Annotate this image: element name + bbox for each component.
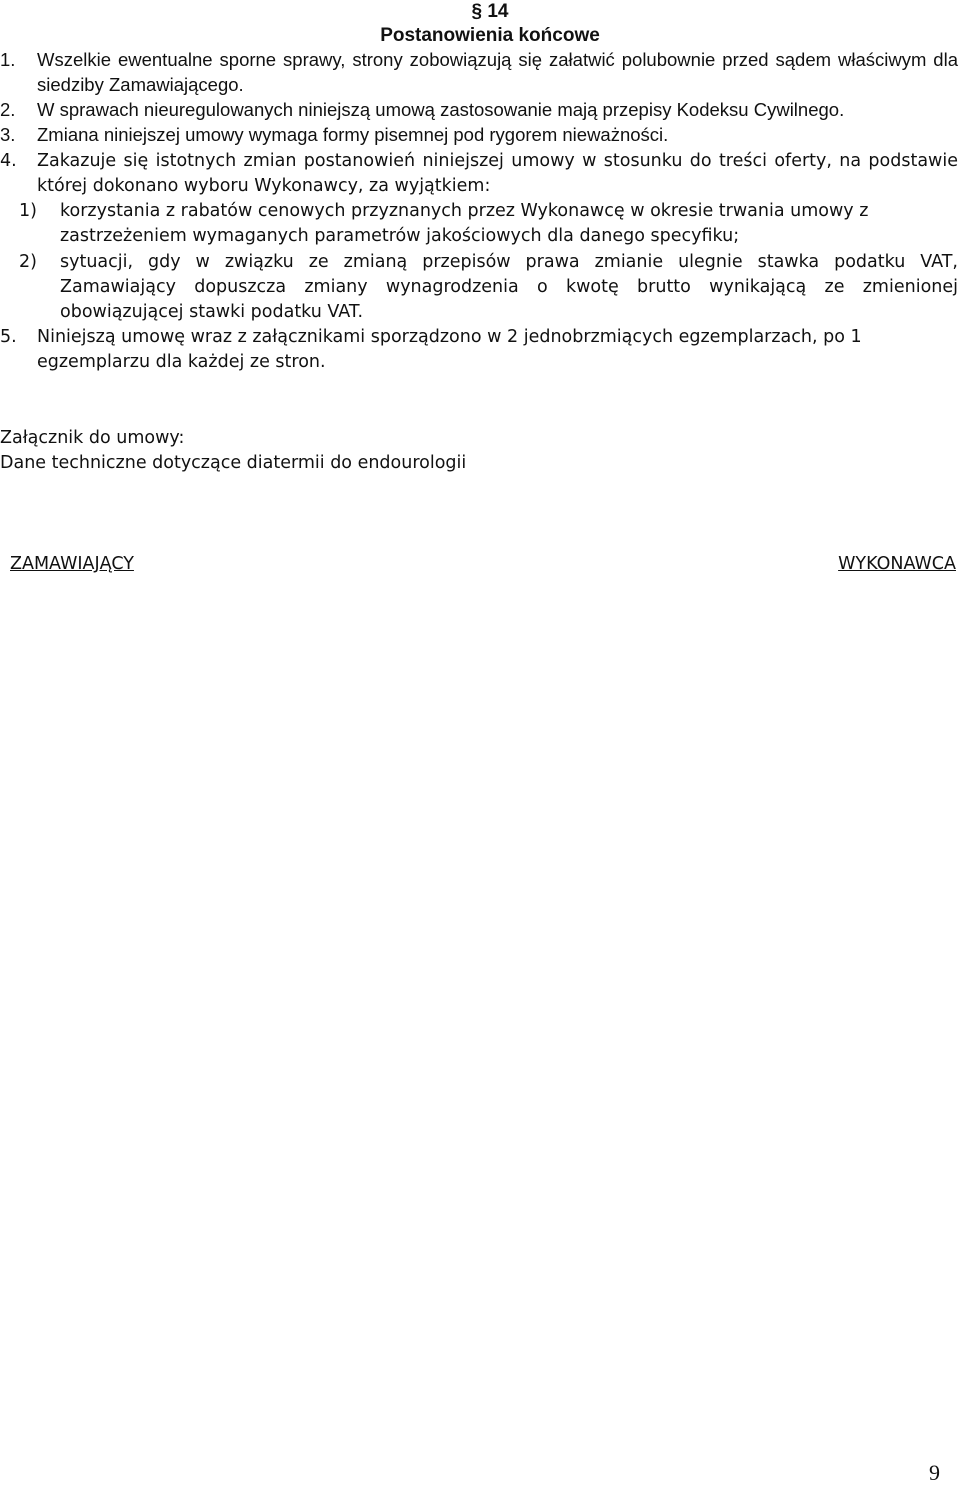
- signature-contractor: WYKONAWCA: [838, 554, 956, 574]
- subclause-number: 1): [19, 201, 37, 221]
- attachment-title: Dane techniczne dotyczące diatermii do endourologii: [0, 453, 467, 473]
- signature-orderer: ZAMAWIAJĄCY: [10, 554, 134, 574]
- subclause-text: sytuacji, gdy w związku ze zmianą przepisów prawa zmianie ulegnie stawka podatku VAT, Zamawiający dopuszcza zmiany wynagrodzenia o kwotę brutto wynikającą ze zmienionej obowiązującej stawki podatku VAT.: [60, 252, 958, 322]
- clause-number: 2.: [0, 99, 16, 120]
- clause-text: Niniejszą umowę wraz z załącznikami sporządzono w 2 jednobrzmiących egzemplarzach, po 1 egzemplarzu dla każdej ze stron.: [37, 327, 862, 372]
- clause-number: 1.: [0, 49, 16, 70]
- clause-text: Wszelkie ewentualne sporne sprawy, strony zobowiązują się załatwić polubownie przed sądem właściwym dla siedziby Zamawiającego.: [37, 49, 958, 95]
- clause-number: 3.: [0, 124, 16, 145]
- subclause-text: korzystania z rabatów cenowych przyznanych przez Wykonawcę w okresie trwania umowy z zastrzeżeniem wymaganych parametrów jakościowych dla danego specyfiku;: [60, 201, 869, 246]
- clause-number: 4.: [0, 151, 17, 171]
- section-number: § 14: [471, 1, 509, 22]
- attachment-heading: Załącznik do umowy:: [0, 428, 185, 448]
- section-title: Postanowienia końcowe: [380, 25, 600, 46]
- clause-number: 5.: [0, 327, 17, 347]
- page-number: 9: [929, 1460, 940, 1485]
- clause-text: Zmiana niniejszej umowy wymaga formy pisemnej pod rygorem nieważności.: [37, 124, 669, 145]
- clause-text: Zakazuje się istotnych zmian postanowień niniejszej umowy w stosunku do treści oferty, na podstawie której dokonano wyboru Wykonawcy, za wyjątkiem:: [37, 151, 958, 196]
- subclause-number: 2): [19, 252, 37, 272]
- clause-text: W sprawach nieuregulowanych niniejszą umową zastosowanie mają przepisy Kodeksu Cywilnego.: [37, 99, 845, 120]
